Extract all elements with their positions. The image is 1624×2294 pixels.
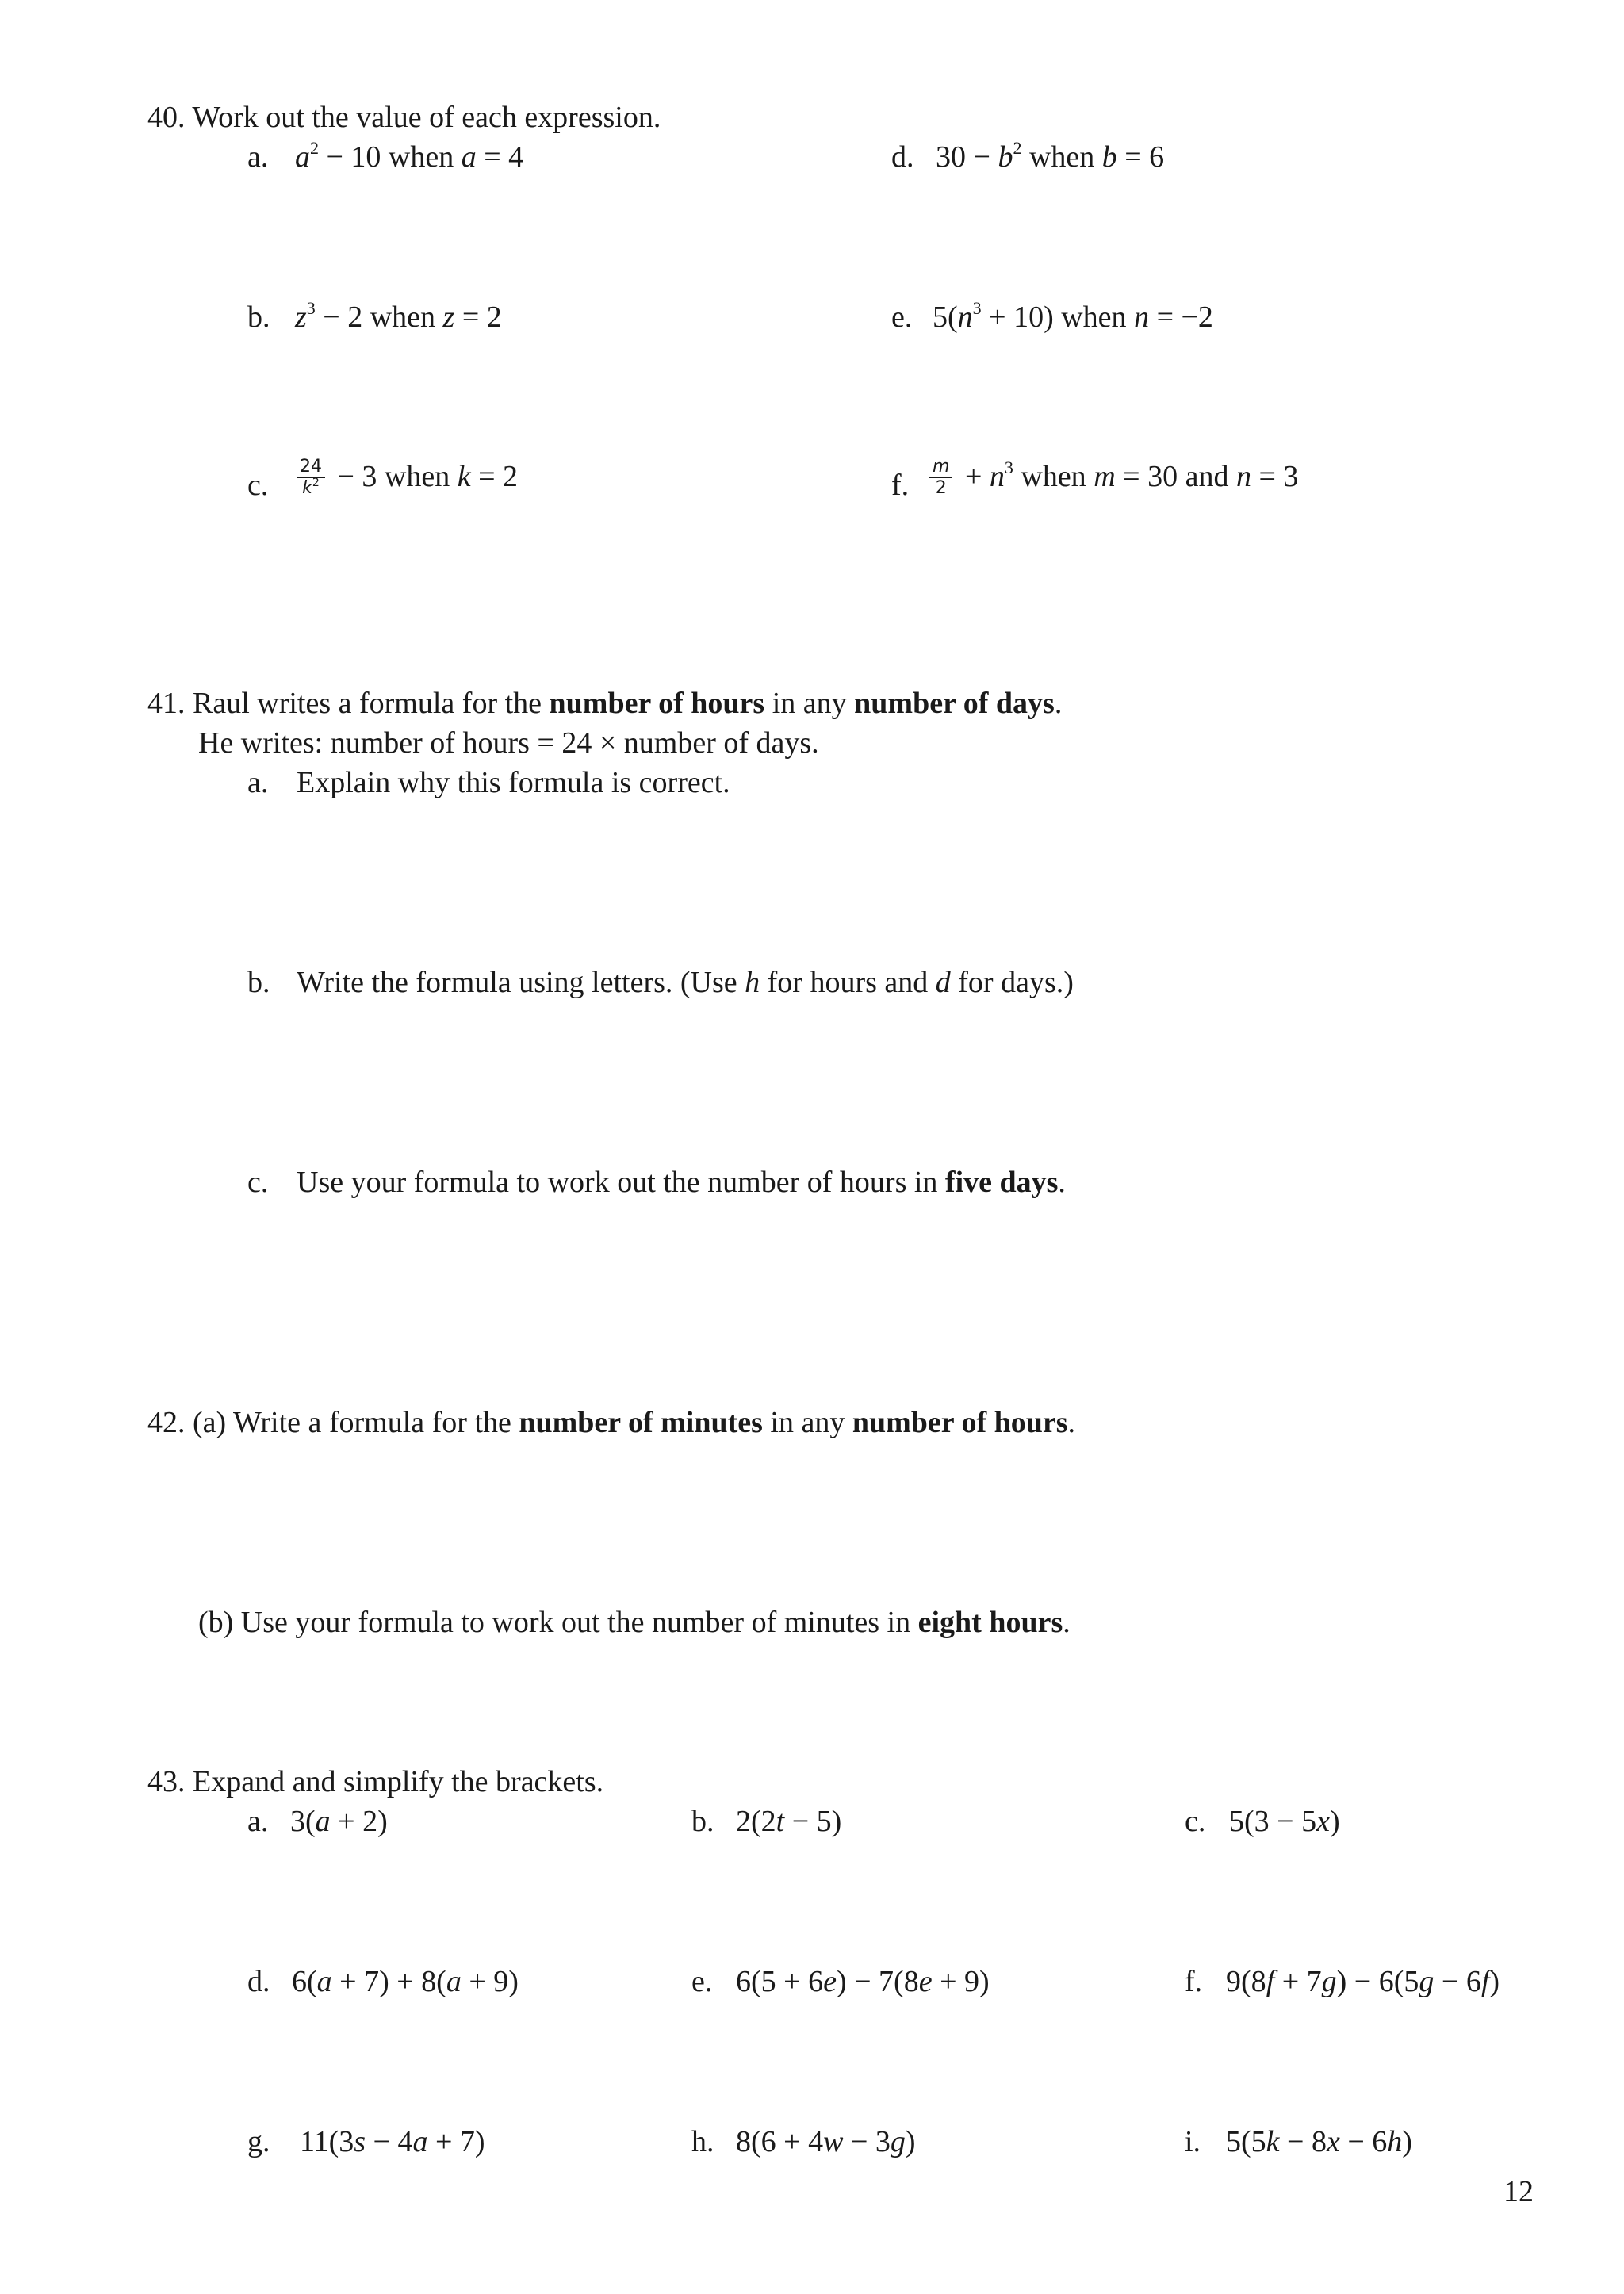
- q43-c-letter: c.: [1185, 1805, 1206, 1838]
- variable: t: [776, 1805, 785, 1838]
- q43-g-expression: [300, 2127, 485, 2157]
- expression-text: 5(5: [1226, 2125, 1266, 2158]
- q40-e-expression: $5(n^3 + 10)$ when n = −2: [933, 298, 1213, 334]
- q41-c-text: Use your formula to work out the number of hours in five days.: [297, 1166, 1066, 1199]
- q43-e-letter: e.: [691, 1965, 713, 1998]
- expression-text: + 7: [1274, 1965, 1322, 1998]
- expression-text: ) − 6(5: [1336, 1965, 1419, 1998]
- q43-g-letter: g.: [247, 2125, 270, 2158]
- expression-text: + 9): [461, 1965, 519, 1998]
- expression-text: − 6: [1339, 2125, 1388, 2158]
- q43-h-letter: h.: [691, 2125, 714, 2158]
- q41-a-letter: a.: [247, 766, 269, 799]
- variable: h: [1387, 2125, 1403, 2158]
- q43-i-letter: i.: [1185, 2125, 1201, 2158]
- variable: g: [1321, 1965, 1337, 1998]
- expression-text: 6(: [292, 1965, 317, 1998]
- variable: f: [1266, 1965, 1275, 1998]
- expression-text: 9(8: [1226, 1965, 1266, 1998]
- page-number: 12: [1503, 2175, 1534, 2208]
- q43-a-letter: a.: [247, 1805, 269, 1838]
- q43-d-letter: d.: [247, 1965, 270, 1998]
- variable: s: [354, 2125, 366, 2158]
- q43-d-expression: [292, 1967, 519, 1997]
- variable: a: [316, 1965, 332, 1998]
- q43-a-expression: [290, 1806, 388, 1836]
- expression-text: − 5): [784, 1805, 842, 1838]
- q40-heading: 40. Work out the value of each expression.: [147, 101, 661, 134]
- variable: a: [446, 1965, 462, 1998]
- expression-text: + 9): [932, 1965, 990, 1998]
- q40-e-letter: e.: [891, 301, 913, 334]
- expression-text: 2(2: [736, 1805, 776, 1838]
- variable: e: [918, 1965, 933, 1998]
- variable: e: [823, 1965, 837, 1998]
- expression-text: 11(3: [300, 2125, 354, 2158]
- q40-f-letter: f.: [891, 469, 910, 502]
- expression-text: 8(6 + 4: [736, 2125, 824, 2158]
- expression-text: ) − 7(8: [836, 1965, 919, 1998]
- expression-text: ): [1329, 1805, 1340, 1838]
- q40-c-letter: c.: [247, 469, 269, 502]
- q40-d-letter: d.: [891, 140, 914, 174]
- expression-text: + 7) + 8(: [331, 1965, 446, 1998]
- variable: w: [823, 2125, 844, 2158]
- q41-b-letter: b.: [247, 966, 270, 999]
- expression-text: 6(5 + 6: [736, 1965, 824, 1998]
- q43-f-letter: f.: [1185, 1965, 1203, 1998]
- expression-text: − 6: [1434, 1965, 1481, 1998]
- variable: g: [890, 2125, 906, 2158]
- variable: k: [1266, 2125, 1280, 2158]
- expression-text: + 7): [427, 2125, 485, 2158]
- expression-text: ): [1402, 2125, 1412, 2158]
- q41-intro: 41. Raul writes a formula for the number of hours in any number of days.: [147, 687, 1063, 720]
- q41-c-letter: c.: [247, 1166, 269, 1199]
- expression-text: 5(3 − 5: [1229, 1805, 1317, 1838]
- variable: g: [1419, 1965, 1434, 1998]
- expression-text: − 3: [843, 2125, 891, 2158]
- q40-c-expression: $\frac{24}{k^2}$ − 3 when k = 2: [295, 458, 518, 500]
- variable: a: [315, 1805, 331, 1838]
- q43-c-expression: [1229, 1806, 1340, 1836]
- expression-text: − 8: [1279, 2125, 1327, 2158]
- q41-formula-line: He writes: number of hours = 24 × number of days.: [198, 726, 819, 760]
- q40-b-expression: $z^3 - 2$ when z = 2: [295, 298, 502, 334]
- variable: a: [412, 2125, 428, 2158]
- q43-heading: 43. Expand and simplify the brackets.: [147, 1765, 604, 1798]
- q40-b-letter: b.: [247, 301, 270, 334]
- variable: x: [1316, 1805, 1330, 1838]
- q42-a-text: 42. (a) Write a formula for the number of minutes in any number of hours.: [147, 1406, 1076, 1439]
- expression-text: ): [905, 2125, 916, 2158]
- expression-text: − 4: [366, 2125, 413, 2158]
- q43-e-expression: [736, 1967, 990, 1997]
- q43-i-expression: [1226, 2127, 1412, 2157]
- q41-b-text: Write the formula using letters. (Use h for hours and d for days.): [297, 966, 1074, 999]
- variable: f: [1480, 1965, 1490, 1998]
- q42-b-text: (b) Use your formula to work out the number of minutes in eight hours.: [198, 1606, 1071, 1639]
- q43-f-expression: [1226, 1967, 1500, 1997]
- q40-c-fraction: $\frac{24}{k^2}$: [297, 457, 325, 499]
- q40-d-expression: $30 - b^2$ when b = 6: [936, 138, 1165, 174]
- q43-h-expression: [736, 2127, 916, 2157]
- expression-text: 3(: [290, 1805, 316, 1838]
- expression-text: + 2): [330, 1805, 388, 1838]
- q43-b-letter: b.: [691, 1805, 714, 1838]
- q43-b-expression: [736, 1806, 841, 1836]
- variable: x: [1326, 2125, 1340, 2158]
- q41-a-text: Explain why this formula is correct.: [297, 766, 730, 799]
- expression-text: ): [1489, 1965, 1500, 1998]
- q40-a-letter: a.: [247, 140, 269, 174]
- q40-f-fraction: $\frac{m}{2}$: [929, 457, 952, 499]
- q40-a-expression: $a^2 - 10$ when a = 4: [295, 138, 524, 174]
- q40-f-expression: $\frac{m}{2}$ + $n^3$ when m = 30 and n = 3: [928, 458, 1298, 500]
